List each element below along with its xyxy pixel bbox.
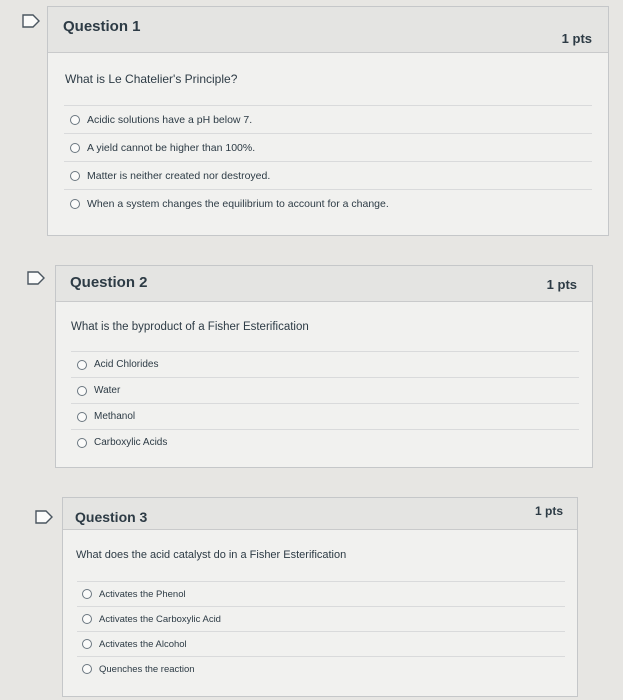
question-text: What does the acid catalyst do in a Fisher Esterification <box>76 549 347 561</box>
radio-button-icon[interactable] <box>82 664 92 674</box>
answer-label: Activates the Carboxylic Acid <box>99 613 221 625</box>
question-points: 1 pts <box>546 277 577 292</box>
answer-label: When a system changes the equilibrium to account for a change. <box>87 197 389 210</box>
answer-option[interactable] <box>71 429 579 455</box>
question-header <box>56 266 592 302</box>
answer-label: Activates the Phenol <box>99 588 186 600</box>
radio-button-icon[interactable] <box>82 589 92 599</box>
answer-label: Water <box>94 385 121 396</box>
radio-button-icon[interactable] <box>77 386 87 396</box>
answer-label: Acidic solutions have a pH below 7. <box>87 113 253 126</box>
answer-option[interactable] <box>71 403 579 429</box>
answer-label: Matter is neither created nor destroyed. <box>87 169 271 182</box>
radio-button-icon[interactable] <box>70 143 80 153</box>
question-text: What is the byproduct of a Fisher Esterification <box>71 321 309 333</box>
answer-label: Methanol <box>94 411 136 422</box>
answer-list <box>71 351 579 455</box>
answer-option[interactable] <box>71 377 579 403</box>
flag-question-icon[interactable] <box>22 14 40 28</box>
answer-option[interactable] <box>77 631 565 656</box>
radio-button-icon[interactable] <box>70 171 80 181</box>
answer-option[interactable] <box>77 606 565 631</box>
radio-button-icon[interactable] <box>77 360 87 370</box>
radio-button-icon[interactable] <box>82 639 92 649</box>
answer-label: Quenches the reaction <box>99 663 195 675</box>
question-header <box>48 7 608 53</box>
question-card-1 <box>47 6 609 236</box>
answer-list <box>77 581 565 681</box>
answer-option[interactable] <box>71 351 579 377</box>
answer-list <box>64 105 592 217</box>
radio-button-icon[interactable] <box>82 614 92 624</box>
question-title: Question 2 <box>70 274 148 291</box>
answer-option[interactable] <box>77 581 565 606</box>
question-title: Question 3 <box>75 509 148 525</box>
answer-option[interactable] <box>64 161 592 189</box>
question-header <box>63 498 577 530</box>
flag-question-icon[interactable] <box>27 271 45 285</box>
answer-label: Activates the Alcohol <box>99 638 187 650</box>
question-points: 1 pts <box>561 31 592 46</box>
radio-button-icon[interactable] <box>70 115 80 125</box>
answer-label: A yield cannot be higher than 100%. <box>87 141 256 154</box>
radio-button-icon[interactable] <box>77 412 87 422</box>
question-title: Question 1 <box>63 18 141 35</box>
answer-label: Carboxylic Acids <box>94 437 168 448</box>
radio-button-icon[interactable] <box>77 438 87 448</box>
question-text: What is Le Chatelier's Principle? <box>65 72 238 86</box>
radio-button-icon[interactable] <box>70 199 80 209</box>
question-points: 1 pts <box>534 504 563 518</box>
answer-option[interactable] <box>64 189 592 217</box>
question-card-3 <box>62 497 578 697</box>
question-card-2 <box>55 265 593 468</box>
answer-option[interactable] <box>77 656 565 681</box>
answer-label: Acid Chlorides <box>94 359 159 370</box>
answer-option[interactable] <box>64 105 592 133</box>
flag-question-icon[interactable] <box>35 510 53 524</box>
answer-option[interactable] <box>64 133 592 161</box>
